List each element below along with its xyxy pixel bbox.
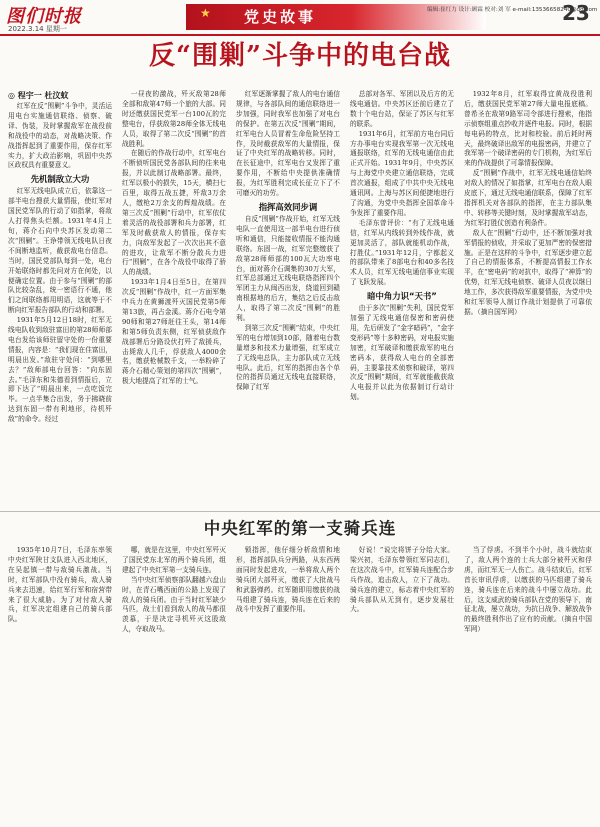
issue-date: 2022.3.14 星期一 [8,25,67,33]
paragraph: 当了俘虏。不到半个小时，战斗就结束了，敌人两个连的士兵大部分被歼灭和俘虏，而红军无一人伤亡。战斗结束后，红军首长审讯俘虏，以缴获的马匹组建了骑兵连，骑兵连在后来的战斗中屡立战功。此后，这支威武的骑兵部队在党的领导下，南征北战，屡立战功，为抗日战争、解放战争的最终胜利作出了应有的贡献。（摘自中国军网） [464,546,592,634]
paragraph: 到第三次反“围剿”结束，中央红军的电台增加到10部，随着电台数量增多和技术力量增强，红军成立了无线电总队，主力部队成立无线电队。此后，红军的指挥由各个单位的指挥员通过无线电直接联络，保障了红军 [236,323,340,392]
article-column-3 [236,90,340,506]
paragraph: 毛泽东曾评价：“有了无线电通信，红军从内线转到外线作战，就更加灵活了，部队就能机动作战，打胜仗。”1931年12月，宁都起义的部队带来了8部电台和40多名技术人员，红军无线电通信事业实现了飞跃发展。 [350,218,454,287]
article2-column-2 [122,546,226,824]
article-column-2 [122,90,226,506]
subheading: 指挥高效同步调 [258,201,318,212]
paragraph: 1931年5月12日18时，红军无线电队收到敌驻富田的第28师师部电台发给该师驻留守处的一份重要情报，内容是：“我们现在住富田，明晨出发。”敌驻守处问：“到哪里去？”敌师部电台回答：“向东固去。”毛泽东和朱德看到情报后，立即下达了“明晨出来，一点吃饭完毕。一点半集合出发，务于拂晓前达到东固一带有利地形，待机歼敌”的命令。经过 [8,316,112,424]
paragraph: 当中央红军侦察部队翻越六盘山时，在青石嘴西面的公路上发现了敌人的骑兵团。由于当时红军缺少马匹，战士们看到敌人的战马都很羡慕，于是决定寻机歼灭这股敌人，夺取战马。 [122,575,226,634]
article2-column-1 [8,546,112,824]
paragraph: 自反“围剿”作战开始，红军无线电队一直使用这一部半电台进行侦听和通信，只能接收情报不能沟通联络。东固一战，红军完整缴获了敌第28师师部的100瓦大功率电台，面对蒋介石调集的30万大军，红军总部通过无线电联络指挥四个军团主力从闽西出发，绕道回到赣南根据地的后方，集结之后反击敌人，取得了第二次反“围剿”的胜利。 [236,214,340,323]
newspaper-brand: 图们时报 [6,6,82,27]
article2-column-5 [464,546,592,824]
paragraph: 由于多次“围剿”失利，国民党军加强了无线电通信保密和密码使用，先后研发了“金字暗码”，“金字变形码”等十多种密码，对电报实施加密，红军破译和缴获敌军的电台密码本，获得敌人电台的全部密码，主要靠技术侦察和破译，第四次反“围剿”期间，红军就能截获敌人电报并以此为依据制订行动计划。 [350,304,454,402]
page-number: 23 [562,1,590,25]
paragraph: 敌人在“围剿”行动中，还不断加强对我军情报的侦收，并采取了更加严密的保密措施。正是在这样的斗争中，红军逐步建立起了自己的情报体系，不断提高情报工作水平，在“密电码”的对抗中，取得了“神算”的优势，红军无线电侦察、破译人员夜以继日地工作，多次获得敌军重要情报，为党中央和红军领导人制订作战计划提供了可靠依据。（摘自国军网） [464,228,592,316]
star-icon: ★ [200,6,211,20]
subheading: 先机制敌立大功 [30,174,90,185]
article-column-5 [464,90,592,506]
section-title: 党史故事 [244,8,317,26]
paragraph: 哪，就是在这里，中央红军歼灭了国民党东北军的两个骑兵团，组建起了中央红军第一支骑兵连。 [122,546,226,574]
paragraph: 反“围剿”作战中，红军无线电通信始终对敌人的情况了如指掌，红军电台在敌人眼皮底下，通过无线电通信联系，保障了红军指挥机关对各部队的指挥，在主力部队集中、转移等关键时刻，及时掌握敌军动态，为红军打胜仗创造有利条件。 [464,169,592,227]
article-headline: 反“围剿”斗争中的电台战 [149,41,451,71]
article-column-4 [350,90,454,506]
paragraph: 红军无线电队成立后，依靠这一部半电台搜获大量情报，使红军对国民党军队的行动了如指掌，将敌人打得焦头烂额。1931年4月上旬，蒋介石向中央苏区发动第二次“围剿”。王诤带领无线电队日夜不间断地监听，截获敌电台信息。当时，国民党部队每到一处，电台开始联络时都先问对方在何处，以便确定位置。由于参与“围剿”的部队比较杂乱，统一密语行不通，他们之间联络都用明语，这就等于不断向红军报告部队的行动和部署。 [8,187,112,315]
paragraph: 在随后的作战行动中，红军电台不断侦听国民党各部队间的往来电报，并以此制订战略部署。最终，红军以极小的损失，15天，横扫七百里，取得五战五捷，歼敌3万余人，缴枪2万余支的辉煌战绩。在第三次反“围剿”行动中，红军依仗着灵活的战役部署和兵力部署，红军及时截获敌人的情报，保存实力，向敌军发起了一次次出其不意的进攻，让敌军不断分散兵力进行“围剿”，在各个战役中取得了骄人的战绩。 [122,149,226,277]
article2-column-4 [350,546,454,824]
paragraph: 总部对各军、军团以及后方的无线电通信。中央苏区还前后建立了数十个电台站，保证了苏区与红军的联系。 [350,90,454,128]
article-byline: ◎ 程宇一 杜汶蚊 [8,91,69,100]
article2-column-3 [236,546,340,824]
article-column-1 [8,102,112,506]
paragraph: 1935年10月7日，毛泽东率领中央红军陕甘支队进入西北地区，在吴起镇一带与敌骑兵激战。当时，红军部队中没有骑兵，敌人骑兵来去迅速，给红军行军和宿营带来了很大威胁。为了对付敌人骑兵，红军决定组建自己的骑兵部队。 [8,546,112,624]
paragraph: 好说！”说完将饼子分给大家。梁兴初，毛泽东带领红军同志们，在这次战斗中，红军骑兵连配合步兵作战，追击敌人，立下了战功。骑兵连的建立，标志着中央红军的骑兵部队从无到有，逐步发展壮大。 [350,546,454,614]
section-divider [0,511,600,512]
subheading: 暗中角力识“天书” [367,291,437,302]
paragraph: 一昼夜的激战，歼灭敌第28师全部和敌第47师一个旅的大部。同时还缴获国民党军一台100瓦的完整电台，俘获敌第28师全体无线电人员，取得了第二次反“围剿”的首战胜利。 [122,90,226,148]
editor-credits: 编辑:崔红力 设计:顾霖 校对:刘 军 e-mail:13536658240@qq.com [427,7,598,13]
paragraph: 1931年6月，红军前方电台同后方办事电台实现我军第一次无线电通报联络，红军的无线电通信由此正式开始。1931年9月，中央苏区与上海党中央建立通信联络，完成首次通报，组成了中共中央无线电通讯网。上海与苏区间便捷地进行了沟通，为党中央指挥全国革命斗争发挥了重要作用。 [350,129,454,217]
masthead [0,0,600,34]
paragraph: 1932年8月，红军取得宜黄战役胜利后，缴获国民党军第27师大量电报底稿。曾希圣在敌第9路军司令部进行搜索，他指示侦察组重点抄收并逐件电报。同时，根据每电码的特点，比对和校验。前后耗时两天，最终破译出敌军的电报密码，并建立了我军第一个破译密码的专门机构，为红军后来的作战提供了可靠情报保障。 [464,90,592,168]
paragraph: 1933年1月4日至5日，在第四次反“围剿”作战中，红一方面军集中兵力在黄狮渡歼灭国民党第5师第13旅，再占金溪。蒋介石电令第90师和第27师赶往王头，第14师和第5师负责东侧，红军侦获敌作战部署后分路设伏打歼了敌援兵，击毙敌人几千，俘获敌人4000余名，缴获枪械数千支，一举粉碎了蒋介石精心策划的第四次“围剿”，极大地提高了红军的士气。 [122,278,226,386]
paragraph: 锁指挥，他仔细分析敌情和地形，指挥部队兵分两路，从东西两面同时发起进攻，一举将敌人两个骑兵团大部歼灭，缴获了大批战马和武器弹药。红军随即用缴获的战马组建了骑兵连，骑兵连在后来的战斗中发挥了重要作用。 [236,546,340,614]
paragraph: 红军在反“围剿”斗争中，灵活运用电台实施通信联络、侦察、破译、伪装，及时掌握敌军在战役前和战役中的动态，对战略决策、作战指挥起到了重要作用，保存红军实力，扩大政治影响，巩固中央苏区政权具有重要意义。 [8,102,112,170]
article2-headline: 中央红军的第一支骑兵连 [203,519,397,538]
paragraph: 红军逐渐掌握了敌人的电台通信规律，与各部队间的通信联络进一步加强，同时我军也加强了对电台的保护。在第五次反“围剿”期间，红军电台人员冒着生命危险坚持工作，及时截获敌军的大量情报，保证了中央红军的战略转移。同时，在长征途中，红军电台又发挥了重要作用，不断给中央提供准确情报，为红军胜利完成长征立下了不可磨灭的功劳。 [236,90,340,198]
